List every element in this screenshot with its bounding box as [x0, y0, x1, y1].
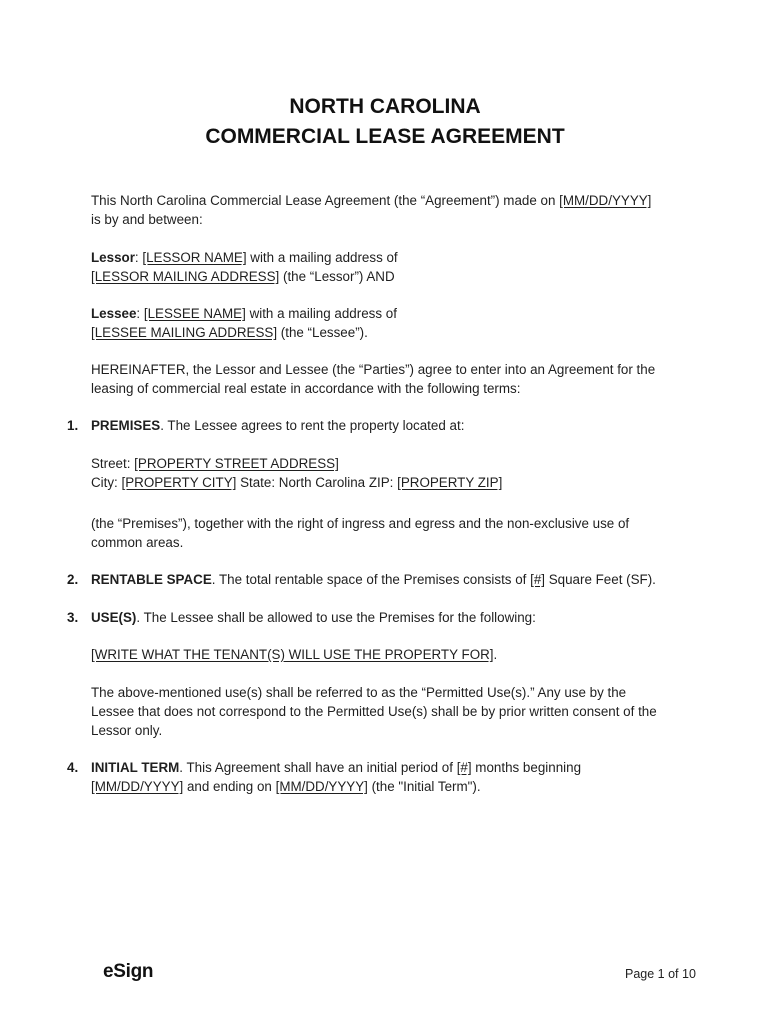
- esign-logo: eSign: [103, 961, 154, 982]
- premises-line1: (the “Premises”), together with the right of ingress and egress and the non-exclusive use of: [91, 516, 630, 531]
- permitted-use-tail: .: [493, 647, 498, 662]
- property-street-field[interactable]: [PROPERTY STREET ADDRESS]: [134, 456, 339, 471]
- lessor-label: Lessor: [91, 250, 135, 265]
- section-4-paragraph: [91, 758, 686, 796]
- permitted-use-line3: Lessor only.: [91, 723, 163, 738]
- lessor-tail-text: (the “Lessor”) AND: [279, 269, 395, 284]
- lessor-address-field[interactable]: [LESSOR MAILING ADDRESS]: [91, 269, 280, 284]
- lessee-name-field[interactable]: [LESSEE NAME]: [143, 306, 246, 321]
- section-2-heading: RENTABLE SPACE: [91, 572, 212, 587]
- hereinafter-line1: HEREINAFTER, the Lessor and Lessee (the “Parties”) agree to enter into an Agreement for the: [91, 362, 656, 377]
- term-end-date-field[interactable]: [MM/DD/YYYY]: [275, 779, 368, 794]
- section-1-heading: PREMISES: [91, 418, 161, 433]
- section-1-text: . The Lessee agrees to rent the property located at:: [160, 418, 465, 433]
- property-address-block: [91, 454, 686, 492]
- permitted-use-line2: Lessee that does not correspond to the Permitted Use(s) shall be by prior written consent of the: [91, 704, 657, 719]
- section-4-mid: months beginning: [471, 760, 582, 775]
- permitted-use-line: [91, 645, 686, 664]
- page-number: Page 1 of 10: [625, 967, 696, 981]
- property-zip-field[interactable]: [PROPERTY ZIP]: [397, 475, 503, 490]
- premises-line2: common areas.: [91, 535, 184, 550]
- term-months-field[interactable]: [#]: [456, 760, 472, 775]
- permitted-use-line1: The above-mentioned use(s) shall be referred to as the “Permitted Use(s).” Any use by the: [91, 685, 627, 700]
- section-2-text: . The total rentable space of the Premises consists of: [211, 572, 531, 587]
- lessee-tail-text: (the “Lessee”).: [277, 325, 368, 340]
- section-3-line: [91, 608, 686, 627]
- street-label: Street:: [91, 456, 135, 471]
- lessee-mid-text: with a mailing address of: [245, 306, 397, 321]
- property-city-field[interactable]: [PROPERTY CITY]: [121, 475, 237, 490]
- title-state: NORTH CAROLINA: [289, 95, 481, 118]
- section-4-and-ending: and ending on: [183, 779, 276, 794]
- state-zip-text: State: North Carolina ZIP:: [236, 475, 398, 490]
- agreement-date-field[interactable]: [MM/DD/YYYY]: [559, 193, 652, 208]
- permitted-use-paragraph: [91, 683, 686, 740]
- section-3-heading: USE(S): [91, 610, 137, 625]
- section-3-text: . The Lessee shall be allowed to use the Premises for the following:: [136, 610, 536, 625]
- lessee-colon: :: [136, 306, 144, 321]
- permitted-use-field[interactable]: [WRITE WHAT THE TENANT(S) WILL USE THE PROPERTY FOR]: [91, 647, 494, 662]
- term-start-date-field[interactable]: [MM/DD/YYYY]: [91, 779, 184, 794]
- hereinafter-paragraph: [91, 360, 686, 398]
- section-2-line: [91, 570, 686, 589]
- lessee-label: Lessee: [91, 306, 137, 321]
- section-4-number: 4.: [67, 760, 79, 775]
- section-3-number: 3.: [67, 610, 79, 625]
- lessor-colon: :: [134, 250, 143, 265]
- lessor-mid-text: with a mailing address of: [246, 250, 398, 265]
- section-2-tail: Square Feet (SF).: [545, 572, 656, 587]
- premises-paragraph: [91, 514, 686, 552]
- lessee-paragraph: [91, 304, 686, 342]
- city-label: City:: [91, 475, 122, 490]
- title-document: COMMERCIAL LEASE AGREEMENT: [205, 125, 565, 148]
- lessor-paragraph: [91, 248, 686, 286]
- intro-text: This North Carolina Commercial Lease Agreement (the “Agreement”) made on: [91, 193, 560, 208]
- square-feet-field[interactable]: [#]: [530, 572, 545, 587]
- intro-line2: is by and between:: [91, 212, 203, 227]
- lessor-name-field[interactable]: [LESSOR NAME]: [142, 250, 247, 265]
- hereinafter-line2: leasing of commercial real estate in accordance with the following terms:: [91, 381, 521, 396]
- section-2-number: 2.: [67, 572, 79, 587]
- section-4-heading: INITIAL TERM: [91, 760, 180, 775]
- intro-paragraph: [91, 191, 686, 229]
- section-1-heading-line: [91, 416, 686, 435]
- lessee-address-field[interactable]: [LESSEE MAILING ADDRESS]: [91, 325, 278, 340]
- section-4-text: . This Agreement shall have an initial period of: [179, 760, 457, 775]
- section-1-number: 1.: [67, 418, 79, 433]
- section-4-tail: (the "Initial Term").: [367, 779, 481, 794]
